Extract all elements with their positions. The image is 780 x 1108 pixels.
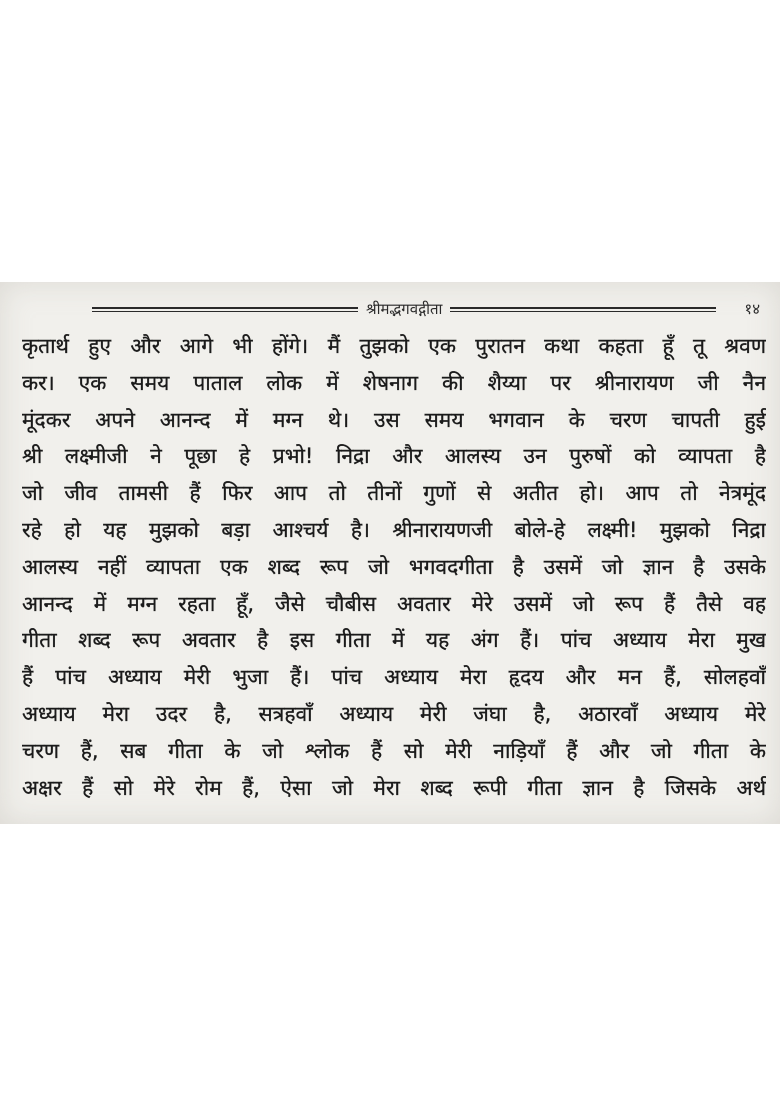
text-line: हैं पांच अध्याय मेरी भुजा हैं। पांच अध्याय मेरा हृदय और मन हैं, सोलहवाँ [22, 665, 766, 690]
header-rule-right [450, 307, 716, 312]
running-title: श्रीमद्भगवद्गीता [365, 300, 443, 318]
running-header [92, 296, 760, 322]
text-line: श्री लक्ष्मीजी ने पूछा हे प्रभो! निद्रा और आलस्य उन पुरुषों को व्यापता है [22, 444, 766, 469]
text-line: अक्षर हैं सो मेरे रोम हैं, ऐसा जो मेरा शब्द रूपी गीता ज्ञान है जिसके अर्थ [22, 775, 766, 800]
text-line: मूंदकर अपने आनन्द में मग्न थे। उस समय भगवान के चरण चापती हुई [22, 407, 766, 432]
page-number: १४ [744, 300, 760, 318]
body-text [22, 328, 766, 806]
text-line: कर। एक समय पाताल लोक में शेषनाग की शैय्या पर श्रीनारायण जी नैन [22, 370, 766, 395]
text-line: आनन्द में मग्न रहता हूँ, जैसे चौबीस अवतार मेरे उसमें जो रूप हैं तैसे वह [22, 591, 766, 616]
text-line: गीता शब्द रूप अवतार है इस गीता में यह अंग हैं। पांच अध्याय मेरा मुख [22, 628, 766, 653]
header-rule-left [92, 307, 358, 312]
text-line: रहे हो यह मुझको बड़ा आश्चर्य है। श्रीनारायणजी बोले-हे लक्ष्मी! मुझको निद्रा [22, 517, 766, 542]
text-line: कृतार्थ हुए और आगे भी होंगे। मैं तुझको एक पुरातन कथा कहता हूँ तू श्रवण [22, 334, 766, 358]
text-line: चरण हैं, सब गीता के जो श्लोक हैं सो मेरी नाड़ियाँ हैं और जो गीता के [22, 738, 766, 763]
scanned-book-page [0, 282, 780, 824]
text-line: आलस्य नहीं व्यापता एक शब्द रूप जो भगवदगीता है उसमें जो ज्ञान है उसके [22, 554, 766, 579]
text-line: अध्याय मेरा उदर है, सत्रहवाँ अध्याय मेरी जंघा है, अठारवाँ अध्याय मेरे [22, 701, 766, 726]
text-line: जो जीव तामसी हैं फिर आप तो तीनों गुणों से अतीत हो। आप तो नेत्रमूंद [22, 481, 766, 506]
